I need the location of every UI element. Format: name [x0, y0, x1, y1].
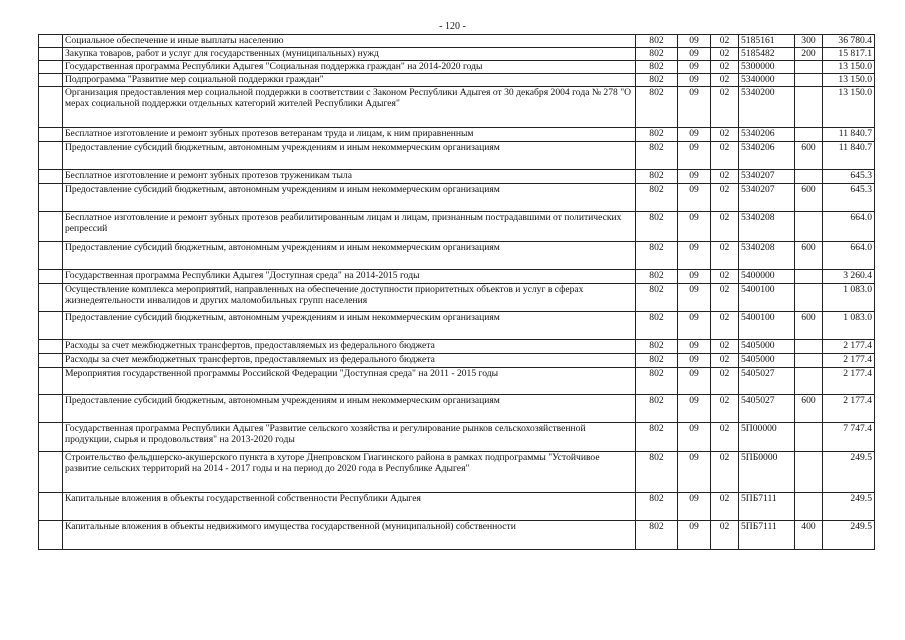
- row-name-cell: Предоставление субсидий бюджетным, автономным учреждениям и иным некоммерческим организациям: [63, 184, 636, 212]
- row-ved-cell: 802: [636, 61, 678, 74]
- row-target-article-cell: 5400100: [739, 312, 795, 340]
- row-expense-type-cell: [795, 212, 823, 242]
- row-blank-cell: [39, 423, 63, 452]
- row-blank-cell: [39, 493, 63, 521]
- row-blank-cell: [39, 128, 63, 142]
- row-ved-cell: 802: [636, 284, 678, 312]
- row-blank-cell: [39, 35, 63, 48]
- row-ved-cell: 802: [636, 368, 678, 395]
- table-row: [39, 312, 875, 340]
- row-target-article-cell: 5185161: [739, 35, 795, 48]
- row-blank-cell: [39, 270, 63, 284]
- row-section-cell: 09: [678, 128, 711, 142]
- row-name-cell: Государственная программа Республики Адыгея "Социальная поддержка граждан" на 2014-2020 годы: [63, 61, 636, 74]
- row-ved-cell: 802: [636, 521, 678, 550]
- row-ved-cell: 802: [636, 423, 678, 452]
- row-ved-cell: 802: [636, 354, 678, 368]
- row-target-article-cell: 5340208: [739, 212, 795, 242]
- table-row: [39, 493, 875, 521]
- row-expense-type-cell: 600: [795, 242, 823, 270]
- row-section-cell: 09: [678, 61, 711, 74]
- row-blank-cell: [39, 312, 63, 340]
- table-row: [39, 184, 875, 212]
- row-blank-cell: [39, 521, 63, 550]
- row-expense-type-cell: [795, 170, 823, 184]
- row-blank-cell: [39, 354, 63, 368]
- budget-table-body: [39, 35, 875, 550]
- row-name-cell: Предоставление субсидий бюджетным, автономным учреждениям и иным некоммерческим организациям: [63, 395, 636, 423]
- row-subsection-cell: 02: [711, 48, 739, 61]
- row-section-cell: 09: [678, 354, 711, 368]
- row-sum-cell: 2 177.4: [823, 368, 875, 395]
- table-row: [39, 61, 875, 74]
- table-row: [39, 87, 875, 128]
- row-sum-cell: 2 177.4: [823, 354, 875, 368]
- row-ved-cell: 802: [636, 452, 678, 493]
- row-name-cell: Капитальные вложения в объекты государственной собственности Республики Адыгея: [63, 493, 636, 521]
- row-subsection-cell: 02: [711, 212, 739, 242]
- row-sum-cell: 249.5: [823, 521, 875, 550]
- row-blank-cell: [39, 74, 63, 87]
- row-ved-cell: 802: [636, 242, 678, 270]
- row-target-article-cell: 5405000: [739, 340, 795, 354]
- row-blank-cell: [39, 61, 63, 74]
- row-subsection-cell: 02: [711, 354, 739, 368]
- row-sum-cell: 13 150.0: [823, 61, 875, 74]
- row-blank-cell: [39, 184, 63, 212]
- row-section-cell: 09: [678, 142, 711, 170]
- row-target-article-cell: 5400100: [739, 284, 795, 312]
- row-target-article-cell: 5ПБ7111: [739, 521, 795, 550]
- row-sum-cell: 645.3: [823, 170, 875, 184]
- row-subsection-cell: 02: [711, 493, 739, 521]
- row-subsection-cell: 02: [711, 423, 739, 452]
- row-expense-type-cell: [795, 452, 823, 493]
- row-ved-cell: 802: [636, 312, 678, 340]
- row-blank-cell: [39, 368, 63, 395]
- row-expense-type-cell: 600: [795, 395, 823, 423]
- row-name-cell: Осуществление комплекса мероприятий, направленных на обеспечение доступности приоритетных объектов и услуг в сферах жизнедеятельности инвалидов и других маломобильных групп населения: [63, 284, 636, 312]
- row-expense-type-cell: [795, 493, 823, 521]
- row-expense-type-cell: [795, 423, 823, 452]
- table-row: [39, 423, 875, 452]
- row-subsection-cell: 02: [711, 242, 739, 270]
- row-target-article-cell: 5185482: [739, 48, 795, 61]
- table-row: [39, 74, 875, 87]
- row-subsection-cell: 02: [711, 521, 739, 550]
- row-expense-type-cell: 600: [795, 142, 823, 170]
- row-ved-cell: 802: [636, 212, 678, 242]
- row-section-cell: 09: [678, 493, 711, 521]
- row-name-cell: Мероприятия государственной программы Российской Федерации "Доступная среда" на 2011 - 2015 годы: [63, 368, 636, 395]
- row-section-cell: 09: [678, 242, 711, 270]
- table-row: [39, 212, 875, 242]
- table-row: [39, 35, 875, 48]
- row-subsection-cell: 02: [711, 61, 739, 74]
- row-sum-cell: 664.0: [823, 212, 875, 242]
- table-row: [39, 270, 875, 284]
- row-blank-cell: [39, 395, 63, 423]
- row-target-article-cell: 5ПБ0000: [739, 452, 795, 493]
- row-target-article-cell: 5340208: [739, 242, 795, 270]
- row-target-article-cell: 5340207: [739, 170, 795, 184]
- row-blank-cell: [39, 170, 63, 184]
- row-name-cell: Организация предоставления мер социальной поддержки в соответствии с Законом Республики Адыгея от 30 декабря 2004 года № 278 "О мерах социальной поддержки отдельных категорий жителей Республики Адыгея": [63, 87, 636, 128]
- row-target-article-cell: 5ПБ7111: [739, 493, 795, 521]
- row-target-article-cell: 5405027: [739, 368, 795, 395]
- row-section-cell: 09: [678, 35, 711, 48]
- row-sum-cell: 2 177.4: [823, 340, 875, 354]
- row-blank-cell: [39, 242, 63, 270]
- row-ved-cell: 802: [636, 184, 678, 212]
- table-row: [39, 128, 875, 142]
- row-name-cell: Подпрограмма "Развитие мер социальной поддержки граждан": [63, 74, 636, 87]
- row-ved-cell: 802: [636, 270, 678, 284]
- row-target-article-cell: 5П00000: [739, 423, 795, 452]
- row-section-cell: 09: [678, 270, 711, 284]
- budget-table: [38, 34, 875, 550]
- table-row: [39, 242, 875, 270]
- row-subsection-cell: 02: [711, 284, 739, 312]
- row-expense-type-cell: [795, 270, 823, 284]
- row-section-cell: 09: [678, 521, 711, 550]
- row-name-cell: Строительство фельдшерско-акушерского пункта в хуторе Днепровском Гиагинского района в рамках подпрограммы "Устойчивое развитие сельских территорий на 2014 - 2017 годы и на период до 2020 года в Республике Адыгея": [63, 452, 636, 493]
- table-row: [39, 142, 875, 170]
- row-name-cell: Государственная программа Республики Адыгея "Доступная среда" на 2014-2015 годы: [63, 270, 636, 284]
- table-row: [39, 340, 875, 354]
- row-subsection-cell: 02: [711, 170, 739, 184]
- row-blank-cell: [39, 48, 63, 61]
- row-expense-type-cell: [795, 284, 823, 312]
- row-sum-cell: 3 260.4: [823, 270, 875, 284]
- row-target-article-cell: 5405027: [739, 395, 795, 423]
- row-section-cell: 09: [678, 284, 711, 312]
- row-subsection-cell: 02: [711, 340, 739, 354]
- row-target-article-cell: 5405000: [739, 354, 795, 368]
- row-section-cell: 09: [678, 312, 711, 340]
- row-sum-cell: 11 840.7: [823, 128, 875, 142]
- row-subsection-cell: 02: [711, 184, 739, 212]
- row-ved-cell: 802: [636, 128, 678, 142]
- row-name-cell: Социальное обеспечение и иные выплаты населению: [63, 35, 636, 48]
- row-ved-cell: 802: [636, 340, 678, 354]
- row-expense-type-cell: [795, 340, 823, 354]
- row-subsection-cell: 02: [711, 368, 739, 395]
- row-ved-cell: 802: [636, 87, 678, 128]
- row-name-cell: Закупка товаров, работ и услуг для государственных (муниципальных) нужд: [63, 48, 636, 61]
- row-name-cell: Бесплатное изготовление и ремонт зубных протезов реабилитированным лицам и лицам, признанным пострадавшими от политических репрессий: [63, 212, 636, 242]
- row-name-cell: Расходы за счет межбюджетных трансфертов, предоставляемых из федерального бюджета: [63, 340, 636, 354]
- row-expense-type-cell: [795, 87, 823, 128]
- row-blank-cell: [39, 212, 63, 242]
- table-row: [39, 170, 875, 184]
- row-sum-cell: 249.5: [823, 493, 875, 521]
- row-expense-type-cell: [795, 368, 823, 395]
- row-ved-cell: 802: [636, 395, 678, 423]
- row-name-cell: Предоставление субсидий бюджетным, автономным учреждениям и иным некоммерческим организациям: [63, 142, 636, 170]
- table-row: [39, 521, 875, 550]
- table-row: [39, 48, 875, 61]
- row-expense-type-cell: 200: [795, 48, 823, 61]
- row-sum-cell: 249.5: [823, 452, 875, 493]
- row-sum-cell: 15 817.1: [823, 48, 875, 61]
- row-name-cell: Бесплатное изготовление и ремонт зубных протезов ветеранам труда и лицам, к ним приравненным: [63, 128, 636, 142]
- row-section-cell: 09: [678, 184, 711, 212]
- row-sum-cell: 36 780.4: [823, 35, 875, 48]
- row-sum-cell: 645.3: [823, 184, 875, 212]
- row-expense-type-cell: 600: [795, 184, 823, 212]
- row-subsection-cell: 02: [711, 74, 739, 87]
- row-sum-cell: 2 177.4: [823, 395, 875, 423]
- row-subsection-cell: 02: [711, 35, 739, 48]
- row-sum-cell: 1 083.0: [823, 284, 875, 312]
- table-row: [39, 452, 875, 493]
- row-expense-type-cell: 300: [795, 35, 823, 48]
- row-section-cell: 09: [678, 340, 711, 354]
- row-sum-cell: 13 150.0: [823, 74, 875, 87]
- table-row: [39, 395, 875, 423]
- row-section-cell: 09: [678, 170, 711, 184]
- page-number: - 120 -: [439, 21, 466, 32]
- row-subsection-cell: 02: [711, 142, 739, 170]
- row-expense-type-cell: [795, 354, 823, 368]
- row-ved-cell: 802: [636, 74, 678, 87]
- row-target-article-cell: 5300000: [739, 61, 795, 74]
- row-subsection-cell: 02: [711, 87, 739, 128]
- row-target-article-cell: 5340207: [739, 184, 795, 212]
- row-expense-type-cell: [795, 61, 823, 74]
- row-subsection-cell: 02: [711, 452, 739, 493]
- table-row: [39, 284, 875, 312]
- row-subsection-cell: 02: [711, 312, 739, 340]
- row-blank-cell: [39, 284, 63, 312]
- row-sum-cell: 1 083.0: [823, 312, 875, 340]
- row-name-cell: Капитальные вложения в объекты недвижимого имущества государственной (муниципальной) собственности: [63, 521, 636, 550]
- row-sum-cell: 7 747.4: [823, 423, 875, 452]
- row-section-cell: 09: [678, 452, 711, 493]
- row-ved-cell: 802: [636, 170, 678, 184]
- row-blank-cell: [39, 87, 63, 128]
- row-expense-type-cell: [795, 74, 823, 87]
- row-sum-cell: 13 150.0: [823, 87, 875, 128]
- table-row: [39, 368, 875, 395]
- row-target-article-cell: 5340000: [739, 74, 795, 87]
- row-blank-cell: [39, 142, 63, 170]
- row-section-cell: 09: [678, 395, 711, 423]
- row-section-cell: 09: [678, 48, 711, 61]
- row-name-cell: Предоставление субсидий бюджетным, автономным учреждениям и иным некоммерческим организациям: [63, 312, 636, 340]
- row-name-cell: Расходы за счет межбюджетных трансфертов, предоставляемых из федерального бюджета: [63, 354, 636, 368]
- row-blank-cell: [39, 340, 63, 354]
- row-target-article-cell: 5340200: [739, 87, 795, 128]
- row-section-cell: 09: [678, 423, 711, 452]
- row-name-cell: Государственная программа Республики Адыгея "Развитие сельского хозяйства и регулирование рынков сельскохозяйственной продукции, сырья и продовольствия" на 2013-2020 годы: [63, 423, 636, 452]
- row-name-cell: Предоставление субсидий бюджетным, автономным учреждениям и иным некоммерческим организациям: [63, 242, 636, 270]
- row-target-article-cell: 5340206: [739, 128, 795, 142]
- row-subsection-cell: 02: [711, 128, 739, 142]
- row-sum-cell: 664.0: [823, 242, 875, 270]
- row-ved-cell: 802: [636, 48, 678, 61]
- row-blank-cell: [39, 452, 63, 493]
- row-section-cell: 09: [678, 74, 711, 87]
- row-subsection-cell: 02: [711, 270, 739, 284]
- table-row: [39, 354, 875, 368]
- row-expense-type-cell: 400: [795, 521, 823, 550]
- row-section-cell: 09: [678, 212, 711, 242]
- row-sum-cell: 11 840.7: [823, 142, 875, 170]
- row-section-cell: 09: [678, 87, 711, 128]
- row-target-article-cell: 5400000: [739, 270, 795, 284]
- row-ved-cell: 802: [636, 493, 678, 521]
- row-target-article-cell: 5340206: [739, 142, 795, 170]
- row-section-cell: 09: [678, 368, 711, 395]
- row-name-cell: Бесплатное изготовление и ремонт зубных протезов труженикам тыла: [63, 170, 636, 184]
- row-subsection-cell: 02: [711, 395, 739, 423]
- row-expense-type-cell: [795, 128, 823, 142]
- row-ved-cell: 802: [636, 142, 678, 170]
- row-expense-type-cell: 600: [795, 312, 823, 340]
- row-ved-cell: 802: [636, 35, 678, 48]
